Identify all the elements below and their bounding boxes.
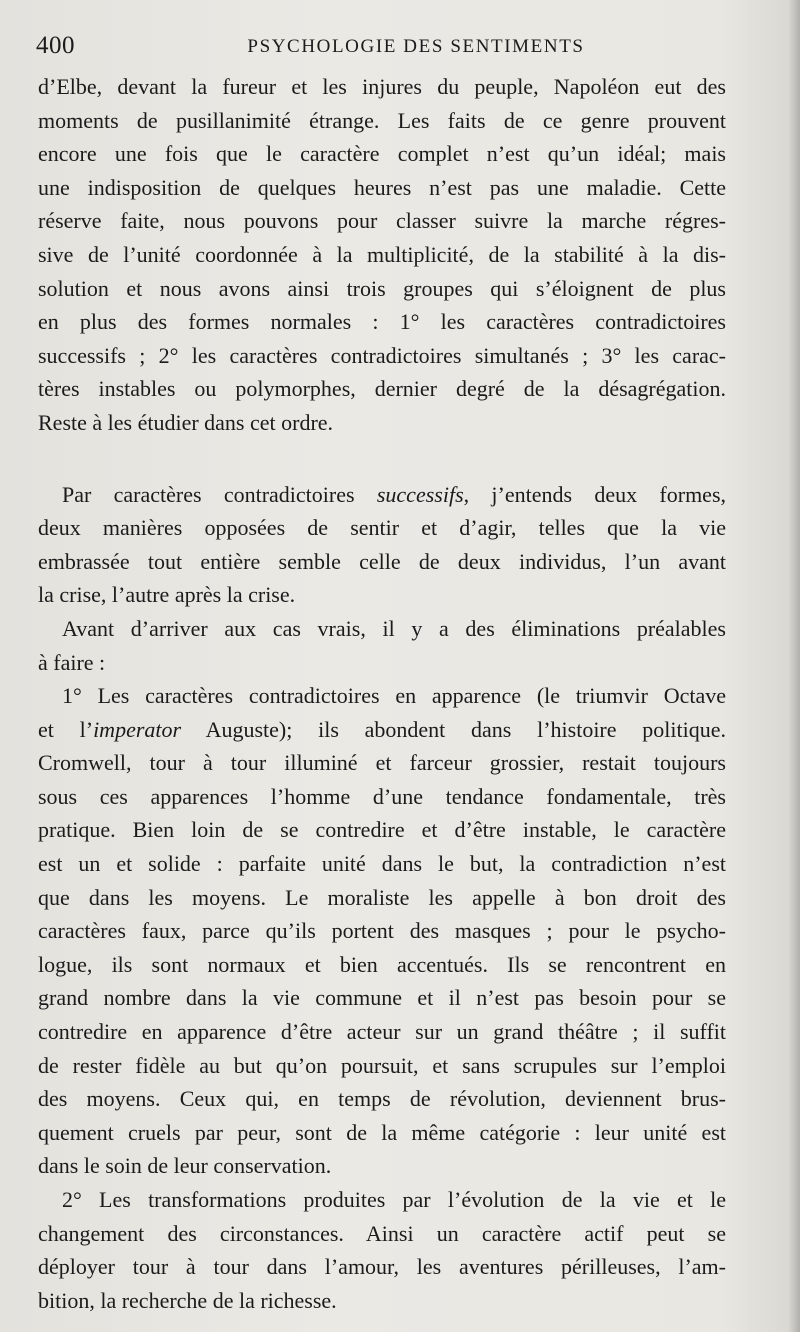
running-head: PSYCHOLOGIE DES SENTIMENTS bbox=[247, 36, 585, 57]
text-line bbox=[38, 713, 726, 747]
text-line: deux manières opposées de sentir et d’agir, telles que la vie bbox=[38, 515, 726, 541]
text-line: est un et solide : parfaite unité dans le but, la contradiction n’est bbox=[38, 851, 726, 877]
text-fragment: et l’ bbox=[38, 716, 94, 742]
text-line: solution et nous avons ainsi trois groupes qui s’éloignent de plus bbox=[38, 275, 726, 301]
text-line: changement des circonstances. Ainsi un caractère actif peut se bbox=[38, 1220, 726, 1246]
text-line bbox=[38, 478, 726, 512]
text-line: réserve faite, nous pouvons pour classer suivre la marche régres- bbox=[38, 208, 726, 234]
text-line: en plus des formes normales : 1° les caractères contradictoires bbox=[38, 309, 726, 335]
text-fragment: Auguste); ils abondent dans l’histoire politique. bbox=[181, 716, 726, 742]
text-line: sous ces apparences l’homme d’une tendance fondamentale, très bbox=[38, 783, 726, 809]
text-line: que dans les moyens. Le moraliste les appelle à bon droit des bbox=[38, 884, 726, 910]
text-line: déployer tour à tour dans l’amour, les aventures périlleuses, l’am- bbox=[38, 1254, 726, 1280]
text-line: caractères faux, parce qu’ils portent des masques ; pour le psycho- bbox=[38, 918, 726, 944]
italic-term: successifs bbox=[376, 481, 464, 507]
text-line: 2° Les transformations produites par l’évolution de la vie et le bbox=[62, 1187, 726, 1212]
text-line: Cromwell, tour à tour illuminé et farceur grossier, restait toujours bbox=[38, 750, 726, 776]
section-gap bbox=[38, 440, 726, 478]
paragraph-2 bbox=[38, 478, 726, 612]
page-edge-shadow bbox=[788, 0, 800, 1332]
text-line: tères instables ou polymorphes, dernier degré de la désagrégation. bbox=[38, 376, 726, 402]
text-line: embrassée tout entière semble celle de deux individus, l’un avant bbox=[38, 548, 726, 574]
text-line: dans le soin de leur conservation. bbox=[38, 1153, 332, 1179]
text-line: sive de l’unité coordonnée à la multiplicité, de la stabilité à la dis- bbox=[38, 241, 726, 267]
text-line: moments de pusillanimité étrange. Les faits de ce genre prouvent bbox=[38, 107, 726, 133]
text-line: successifs ; 2° les caractères contradictoires simultanés ; 3° les carac- bbox=[38, 342, 726, 368]
text-line: de rester fidèle au but qu’on poursuit, et sans scrupules sur l’emploi bbox=[38, 1052, 726, 1078]
text-line: une indisposition de quelques heures n’est pas une maladie. Cette bbox=[38, 174, 726, 200]
text-line: grand nombre dans la vie commune et il n’est pas besoin pour se bbox=[38, 985, 726, 1011]
text-line: contredire en apparence d’être acteur sur un grand théâtre ; il suffit bbox=[38, 1019, 726, 1045]
text-line: Reste à les étudier dans cet ordre. bbox=[38, 409, 334, 435]
text-line: à faire : bbox=[38, 649, 106, 675]
text-line: des moyens. Ceux qui, en temps de révolution, deviennent brus- bbox=[38, 1086, 726, 1112]
page-number: 400 bbox=[36, 32, 75, 59]
paragraph-1 bbox=[38, 70, 726, 440]
italic-term: imperator bbox=[93, 716, 182, 742]
text-fragment: , j’entends deux formes, bbox=[463, 481, 727, 507]
text-line: 1° Les caractères contradictoires en apparence (le triumvir Octave bbox=[62, 683, 726, 709]
page-header bbox=[36, 32, 726, 66]
text-line: la crise, l’autre après la crise. bbox=[38, 582, 296, 608]
text-line: Avant d’arriver aux cas vrais, il y a des éliminations préalables bbox=[62, 615, 726, 641]
text-line: pratique. Bien loin de se contredire et d’être instable, le caractère bbox=[38, 817, 726, 843]
paragraph-3 bbox=[38, 612, 726, 679]
text-line: bition, la recherche de la richesse. bbox=[38, 1287, 337, 1313]
text-line: encore une fois que le caractère complet n’est qu’un idéal; mais bbox=[38, 141, 726, 167]
body-text bbox=[38, 70, 726, 1317]
text-line: quement cruels par peur, sont de la même catégorie : leur unité est bbox=[38, 1119, 726, 1145]
paragraph-5 bbox=[38, 1183, 726, 1317]
text-line: logue, ils sont normaux et bien accentués. Ils se rencontrent en bbox=[38, 951, 726, 977]
paragraph-4 bbox=[38, 679, 726, 1183]
text-fragment: Par caractères contradictoires bbox=[62, 481, 377, 507]
text-line: d’Elbe, devant la fureur et les injures du peuple, Napoléon eut des bbox=[38, 74, 726, 99]
